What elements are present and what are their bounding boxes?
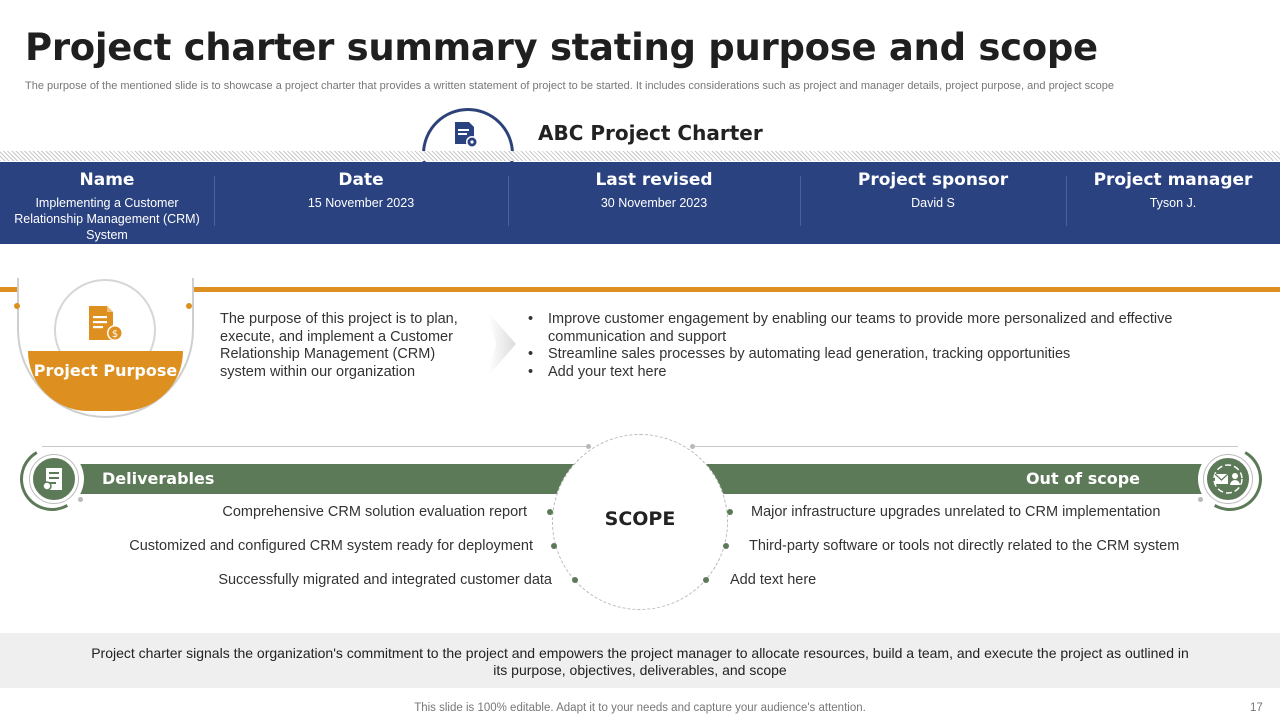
purpose-bullet: • Improve customer engagement by enabling our teams to provide more personalized and effective communication and support [528, 311, 1218, 346]
purpose-label: Project Purpose [28, 351, 183, 411]
deliverable-item: Customized and configured CRM system ready for deployment [129, 538, 533, 554]
info-name-label: Name [79, 170, 135, 190]
chevron-right-icon [488, 312, 516, 376]
purpose-bullets [528, 311, 1218, 381]
document-coin-icon [86, 304, 126, 344]
info-sponsor-label: Project sponsor [857, 170, 1009, 190]
info-manager [1066, 162, 1280, 244]
out-of-scope-title: Out of scope [1025, 469, 1140, 488]
deliverable-dot [572, 577, 578, 583]
info-sponsor [800, 162, 1066, 244]
out-of-scope-icon-circle [1204, 455, 1252, 503]
info-date-label: Date [338, 170, 384, 190]
out-of-scope-dot [727, 509, 733, 515]
info-sponsor-value: David S [911, 196, 955, 210]
info-date-value: 15 November 2023 [307, 196, 415, 210]
info-last-revised-value: 30 November 2023 [600, 196, 708, 210]
info-date [214, 162, 508, 244]
out-of-scope-item: Major infrastructure upgrades unrelated to CRM implementation [751, 504, 1161, 520]
out-of-scope-dot [723, 543, 729, 549]
checklist-icon [33, 458, 75, 500]
info-last-revised [508, 162, 800, 244]
slide-subtitle: The purpose of the mentioned slide is to showcase a project charter that provides a written statement of project to be started. It includes considerations such as project and manager details, project purpose, and project scope [25, 80, 1114, 92]
purpose-description: The purpose of this project is to plan, execute, and implement a Customer Relationship Management (CRM) system within our organization [220, 311, 458, 380]
deliverable-item: Successfully migrated and integrated customer data [218, 572, 552, 588]
info-manager-value: Tyson J. [1149, 196, 1197, 210]
scope-label: SCOPE [604, 508, 676, 530]
deliverable-dot [551, 543, 557, 549]
out-of-scope-dot [703, 577, 709, 583]
out-of-scope-ring-dot [1198, 497, 1203, 502]
page-number: 17 [1250, 702, 1263, 714]
scope-dot-left [586, 444, 591, 449]
out-of-scope-item: Add text here [730, 572, 817, 588]
deliverable-item: Comprehensive CRM solution evaluation report [222, 504, 527, 520]
purpose-dot-right [186, 303, 192, 309]
charter-title: ABC Project Charter [538, 121, 763, 145]
hatch-divider [0, 151, 1280, 161]
slide-title: Project charter summary stating purpose and scope [25, 26, 1098, 69]
info-name [0, 162, 214, 244]
purpose-bullet: • Streamline sales processes by automating lead generation, tracking opportunities [528, 346, 1218, 364]
mail-user-icon [1207, 458, 1249, 500]
info-manager-label: Project manager [1093, 170, 1253, 190]
out-of-scope-top-line [692, 446, 1238, 447]
purpose-bullet: • Add your text here [528, 364, 1218, 382]
out-of-scope-bar [700, 464, 1240, 494]
out-of-scope-item: Third-party software or tools not directly related to the CRM system [749, 538, 1180, 554]
info-last-revised-label: Last revised [595, 170, 713, 190]
deliverables-icon-circle [30, 455, 78, 503]
info-name-value: Implementing a Customer Relationship Management (CRM) System [14, 196, 200, 242]
footer-statement: Project charter signals the organization's commitment to the project and empowers the project manager to allocate resources, build a team, and execute the project as outlined in its purpose, objectives, deliverables, and scope [0, 633, 1280, 688]
document-gear-icon [451, 120, 481, 150]
editable-note: This slide is 100% editable. Adapt it to your needs and capture your audience's attention. [414, 702, 866, 714]
deliverables-title: Deliverables [102, 469, 215, 488]
purpose-dot-left [14, 303, 20, 309]
charter-info-bar [0, 162, 1280, 244]
deliverable-dot [547, 509, 553, 515]
deliverables-bar [40, 464, 580, 494]
svg-text:$: $ [111, 329, 119, 340]
deliverables-ring-dot [78, 497, 83, 502]
scope-dot-right [690, 444, 695, 449]
deliverables-top-line [42, 446, 588, 447]
